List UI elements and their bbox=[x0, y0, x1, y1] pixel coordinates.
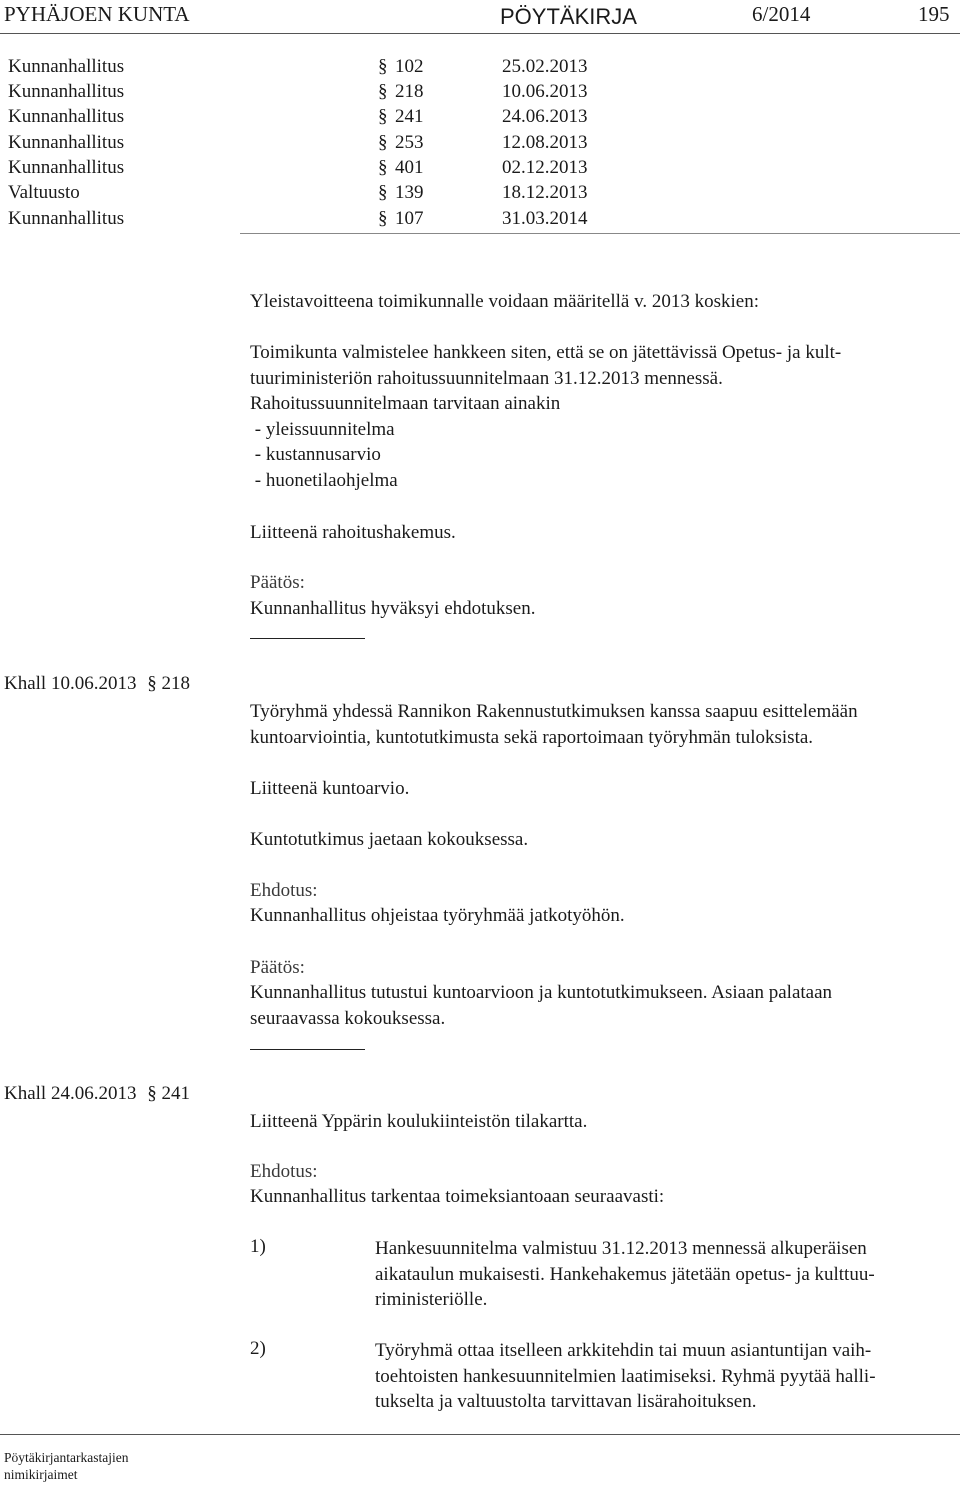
paragraph-line: aikataulun mukaisesti. Hankehakemus jätetään opetus- ja kulttuu- bbox=[375, 1263, 875, 1285]
history-body: Valtuusto bbox=[8, 182, 80, 203]
meeting-ref-date: Khall 24.06.2013 bbox=[4, 1083, 137, 1104]
separator-rule bbox=[250, 638, 365, 639]
history-date: 02.12.2013 bbox=[502, 157, 588, 178]
footer-line: Pöytäkirjantarkastajien bbox=[4, 1450, 129, 1465]
paragraph-line: tuuriministeriön rahoitussuunnitelmaan 31.12.2013 mennessä. bbox=[250, 367, 723, 389]
municipality-name: PYHÄJOEN KUNTA bbox=[4, 2, 190, 26]
history-date: 31.03.2014 bbox=[502, 208, 588, 229]
decision-text bbox=[250, 980, 832, 1031]
meeting-reference bbox=[4, 1083, 190, 1105]
section-mark: § bbox=[378, 106, 388, 127]
meeting-ref-date: Khall 10.06.2013 bbox=[4, 673, 137, 694]
attachment-text: Liitteenä Yppärin koulukiinteistön tilakartta. bbox=[250, 1111, 588, 1132]
decision-label: Päätös: bbox=[250, 957, 305, 978]
paragraph-line: toehtoisten hankesuunnitelmien laatimiseksi. Ryhmä pyytää halli- bbox=[375, 1365, 876, 1387]
history-row bbox=[0, 182, 960, 207]
paragraph-line: Rahoitussuunnitelmaan tarvitaan ainakin bbox=[250, 393, 561, 414]
history-body: Kunnanhallitus bbox=[8, 81, 125, 102]
history-body: Kunnanhallitus bbox=[8, 157, 125, 178]
attachment-text: Liitteenä rahoitushakemus. bbox=[250, 522, 456, 543]
history-date: 18.12.2013 bbox=[502, 182, 588, 203]
proposal-label: Ehdotus: bbox=[250, 880, 318, 901]
section-mark: § bbox=[378, 56, 388, 77]
history-rule bbox=[240, 233, 960, 234]
paragraph-line: tukselta ja valtuustolta tarvittavan lisärahoituksen. bbox=[375, 1391, 757, 1412]
history-body: Kunnanhallitus bbox=[8, 208, 125, 229]
paragraph-line: Työryhmä yhdessä Rannikon Rakennustutkimuksen kanssa saapuu esittelemään bbox=[250, 701, 858, 722]
list-number: 1) bbox=[250, 1236, 266, 1257]
meeting-ref-section: 241 bbox=[161, 1083, 190, 1104]
section-mark: § bbox=[147, 1083, 157, 1104]
history-section: 107 bbox=[395, 208, 424, 229]
meeting-ref-section: 218 bbox=[161, 673, 190, 694]
numbered-list-item bbox=[375, 1236, 945, 1313]
page-number: 195 bbox=[918, 2, 950, 26]
separator-rule bbox=[250, 1049, 365, 1050]
issue-number: 6/2014 bbox=[752, 2, 811, 26]
decision-label: Päätös: bbox=[250, 572, 305, 593]
block1-paragraph bbox=[250, 340, 841, 493]
history-date: 25.02.2013 bbox=[502, 56, 588, 77]
footer-line: nimikirjaimet bbox=[4, 1467, 78, 1482]
section-mark: § bbox=[378, 132, 388, 153]
history-row bbox=[0, 106, 960, 131]
history-body: Kunnanhallitus bbox=[8, 56, 125, 77]
paragraph-line: seuraavassa kokouksessa. bbox=[250, 1007, 446, 1029]
numbered-list-item bbox=[375, 1338, 945, 1415]
section-mark: § bbox=[147, 673, 157, 694]
paragraph-line: Kunnanhallitus tutustui kuntoarvioon ja kuntotutkimukseen. Asiaan palataan bbox=[250, 982, 833, 1003]
proposal-label: Ehdotus: bbox=[250, 1161, 318, 1182]
note-text: Kuntotutkimus jaetaan kokouksessa. bbox=[250, 829, 529, 850]
header-rule bbox=[0, 33, 960, 34]
footer-initials-label bbox=[4, 1449, 128, 1483]
history-row bbox=[0, 81, 960, 106]
section-mark: § bbox=[378, 208, 388, 229]
history-date: 12.08.2013 bbox=[502, 132, 588, 153]
history-row bbox=[0, 208, 960, 233]
paragraph-line: Työryhmä ottaa itselleen arkkitehdin tai muun asiantuntijan vaih- bbox=[375, 1340, 872, 1361]
meeting-reference bbox=[4, 673, 190, 695]
paragraph-line: kuntoarviointia, kuntotutkimusta sekä raportoimaan työryhmän tuloksista. bbox=[250, 726, 814, 748]
section-mark: § bbox=[378, 81, 388, 102]
paragraph-line: Hankesuunnitelma valmistuu 31.12.2013 mennessä alkuperäisen bbox=[375, 1238, 867, 1259]
proposal-text: Kunnanhallitus ohjeistaa työryhmää jatkotyöhön. bbox=[250, 905, 625, 926]
history-row bbox=[0, 56, 960, 81]
history-date: 10.06.2013 bbox=[502, 81, 588, 102]
history-section: 139 bbox=[395, 182, 424, 203]
document-type: PÖYTÄKIRJA bbox=[500, 4, 637, 29]
history-section: 218 bbox=[395, 81, 424, 102]
list-number: 2) bbox=[250, 1338, 266, 1359]
goal-text: Yleistavoitteena toimikunnalle voidaan määritellä v. 2013 koskien: bbox=[250, 291, 759, 312]
history-section: 241 bbox=[395, 106, 424, 127]
paragraph-line: riministeriölle. bbox=[375, 1289, 488, 1310]
history-row bbox=[0, 132, 960, 157]
footer-rule bbox=[0, 1434, 960, 1435]
history-body: Kunnanhallitus bbox=[8, 106, 125, 127]
history-row bbox=[0, 157, 960, 182]
list-item: - huonetilaohjelma bbox=[250, 469, 398, 491]
history-body: Kunnanhallitus bbox=[8, 132, 125, 153]
decision-text: Kunnanhallitus hyväksyi ehdotuksen. bbox=[250, 598, 536, 619]
history-section: 401 bbox=[395, 157, 424, 178]
history-section: 102 bbox=[395, 56, 424, 77]
attachment-text: Liitteenä kuntoarvio. bbox=[250, 778, 410, 799]
block2-paragraph bbox=[250, 699, 858, 750]
list-item: - kustannusarvio bbox=[250, 444, 381, 465]
history-section: 253 bbox=[395, 132, 424, 153]
section-mark: § bbox=[378, 182, 388, 203]
list-item: - yleissuunnitelma bbox=[250, 418, 395, 440]
paragraph-line: Toimikunta valmistelee hankkeen siten, että se on jätettävissä Opetus- ja kult- bbox=[250, 342, 842, 363]
history-date: 24.06.2013 bbox=[502, 106, 588, 127]
section-mark: § bbox=[378, 157, 388, 178]
proposal-text: Kunnanhallitus tarkentaa toimeksiantoaan seuraavasti: bbox=[250, 1186, 665, 1207]
